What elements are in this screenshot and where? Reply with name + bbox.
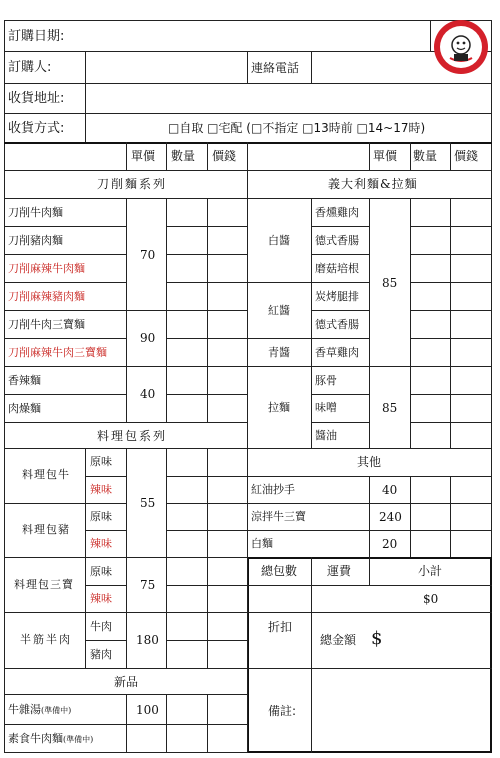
white-sauce-label: 白醬 (268, 234, 290, 247)
other-item: 涼拌牛三寶 (251, 510, 306, 523)
pasta-option: 香燻雞肉 (315, 206, 359, 219)
pasta-option: 德式香腸 (315, 234, 359, 247)
knife-item: 刀削麻辣豬肉麵 (8, 290, 85, 303)
red-sauce-label: 紅醬 (268, 304, 290, 317)
grand-total-currency: $ (371, 628, 383, 649)
section-knife-noodles: 刀削麵系列 (97, 177, 168, 191)
knife-item: 刀削牛肉三寶麵 (8, 318, 85, 331)
right-quantity-header: 數量 (413, 149, 438, 163)
pack-beef-label: 料理包牛 (22, 468, 70, 481)
shop-logo (432, 18, 490, 76)
price-70: 70 (140, 248, 156, 262)
ramen-option: 味噌 (315, 401, 337, 414)
orderer-label: 訂購人: (8, 60, 52, 75)
price-90: 90 (140, 331, 156, 345)
remarks-label: 備註: (268, 704, 297, 718)
pack-flavor-plain: 原味 (90, 510, 112, 523)
section-new-items: 新品 (114, 675, 139, 689)
pasta-option: 炭烤腿排 (315, 290, 359, 303)
left-quantity-header: 數量 (171, 149, 196, 163)
shipping-label: 運費 (327, 564, 352, 578)
other-item-price: 240 (379, 510, 402, 524)
knife-item: 肉燥麵 (8, 402, 41, 415)
pack-flavor-spicy: 辣味 (90, 592, 112, 605)
delivery-method-options[interactable]: □自取 □宅配 (□不指定 □13時前 □14~17時) (168, 121, 426, 135)
discount-label: 折扣 (268, 620, 293, 634)
option-pork: 豬肉 (90, 648, 112, 661)
other-item-price: 20 (382, 537, 398, 551)
price-100: 100 (136, 703, 159, 717)
knife-item: 刀削豬肉麵 (8, 234, 63, 247)
new-item-name: 牛雜湯 (8, 703, 41, 716)
left-amount-header: 價錢 (212, 149, 237, 163)
new-item-name: 素食牛肉麵 (8, 732, 63, 745)
pack-three-label: 料理包三寶 (14, 578, 74, 591)
summary-border (247, 557, 492, 753)
ramen-label: 拉麵 (268, 401, 290, 414)
pasta-option: 德式香腸 (315, 318, 359, 331)
ramen-option: 豚骨 (315, 374, 337, 387)
option-beef: 牛肉 (90, 620, 112, 633)
price-180: 180 (136, 633, 159, 647)
price-85-pasta: 85 (382, 276, 398, 290)
new-item (8, 704, 71, 715)
section-pasta-ramen: 義大利麵&拉麵 (328, 177, 418, 191)
knife-item: 刀削麻辣牛肉三寶麵 (8, 346, 107, 359)
pasta-option: 磨菇培根 (315, 262, 359, 275)
order-date-label: 訂購日期: (8, 29, 65, 44)
section-cooking-packs: 料理包系列 (97, 429, 168, 443)
green-sauce-label: 青醬 (268, 346, 290, 359)
total-packs-label: 總包數 (261, 564, 298, 578)
address-label: 收貨地址: (8, 91, 65, 106)
price-55: 55 (140, 496, 156, 510)
new-item-note: (準備中) (63, 735, 94, 744)
pack-flavor-plain: 原味 (90, 455, 112, 468)
pack-flavor-spicy: 辣味 (90, 483, 112, 496)
price-40: 40 (140, 387, 156, 401)
pack-pork-label: 料理包豬 (22, 523, 70, 536)
right-unit-price-header: 單價 (373, 149, 398, 163)
section-other: 其他 (357, 455, 382, 469)
subtotal-value: $0 (423, 592, 439, 606)
subtotal-label: 小計 (418, 564, 443, 578)
pack-flavor-spicy: 辣味 (90, 537, 112, 550)
ramen-option: 醬油 (315, 429, 337, 442)
price-75: 75 (140, 578, 156, 592)
other-item-price: 40 (382, 483, 398, 497)
other-item: 紅油抄手 (251, 483, 295, 496)
pack-flavor-plain: 原味 (90, 565, 112, 578)
other-item: 白麵 (251, 537, 273, 550)
new-item (8, 733, 93, 744)
price-85-ramen: 85 (382, 401, 398, 415)
knife-item: 刀削麻辣牛肉麵 (8, 262, 85, 275)
delivery-method-label: 收貨方式: (8, 121, 65, 136)
left-unit-price-header: 單價 (131, 149, 156, 163)
tendon-beef-label: 半筋半肉 (20, 633, 72, 646)
knife-item: 刀削牛肉麵 (8, 206, 63, 219)
right-amount-header: 價錢 (454, 149, 479, 163)
grand-total-label: 總金額 (320, 633, 357, 647)
phone-label: 連絡電話 (251, 61, 300, 75)
new-item-note: (準備中) (41, 706, 72, 715)
knife-item: 香辣麵 (8, 374, 41, 387)
pasta-option: 香草雞肉 (315, 346, 359, 359)
